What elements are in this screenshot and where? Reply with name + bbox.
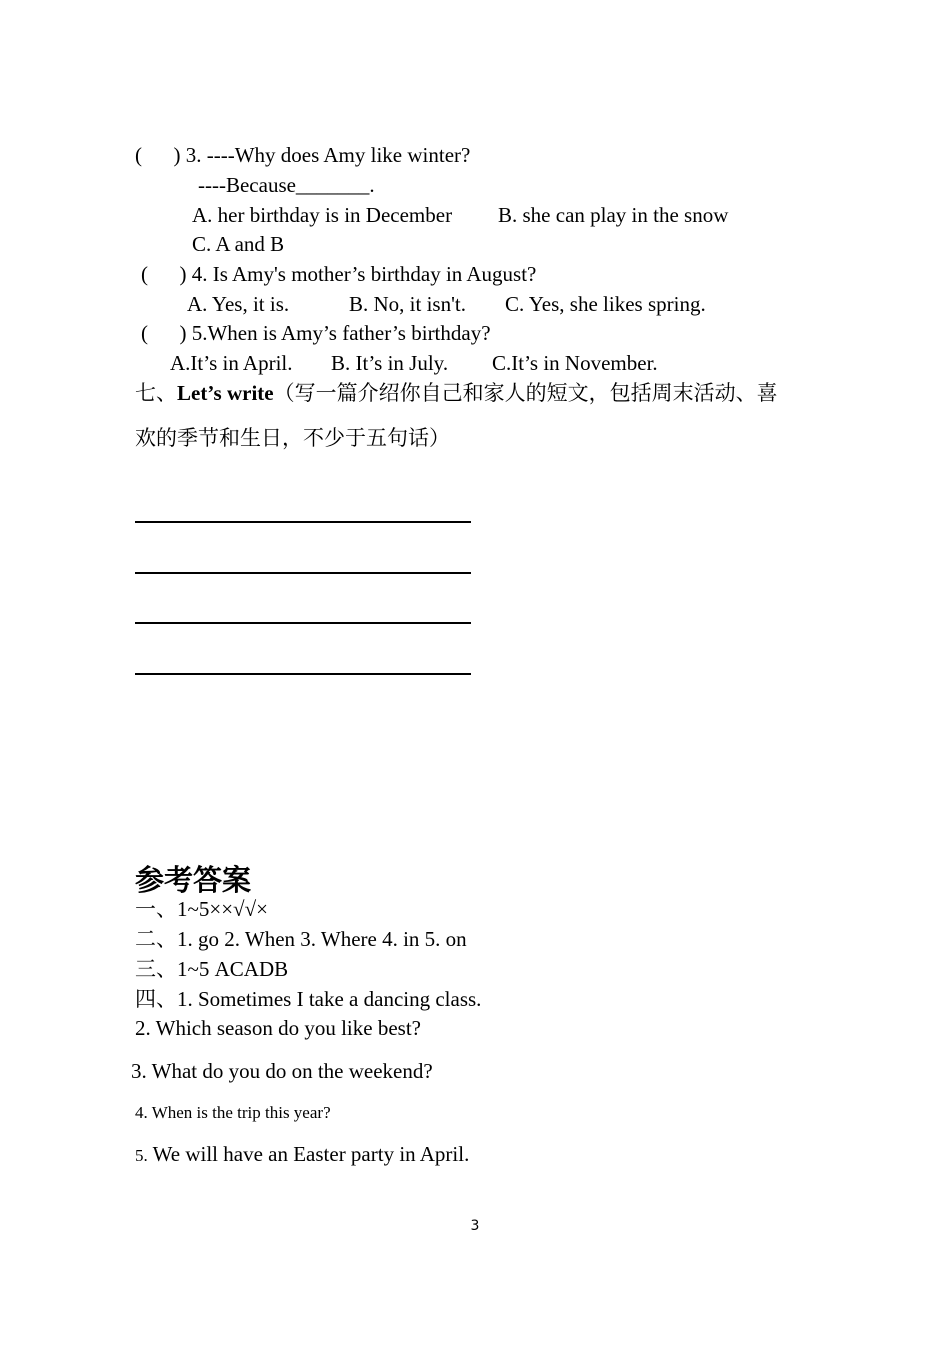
question-4-stem: ( ) 4. Is Amy's mother’s birthday in August? (141, 262, 537, 286)
answer-part-1-label: 一、 (135, 897, 177, 921)
answer-part-1 (135, 896, 268, 922)
question-5-stem: ( ) 5.When is Amy’s father’s birthday? (141, 321, 491, 345)
answer-part-4 (135, 986, 481, 1012)
writing-line-1[interactable] (135, 521, 471, 523)
answer-line-3: 3. What do you do on the weekend? (131, 1059, 433, 1083)
answer-part-3-text: 1~5 ACADB (177, 957, 289, 981)
answer-part-3-label: 三、 (135, 957, 177, 981)
answer-line-5-number: 5. (135, 1146, 148, 1165)
answer-part-4-text: 1. Sometimes I take a dancing class. (177, 987, 482, 1011)
question-4-option-a: A. Yes, it is. (187, 292, 290, 316)
question-3-option-c: C. A and B (192, 232, 285, 256)
question-5-option-a: A.It’s in April. (170, 351, 293, 375)
writing-line-4[interactable] (135, 673, 471, 675)
answer-line-2: 2. Which season do you like best? (135, 1016, 421, 1040)
question-3-blank-line: ----Because_______. (198, 173, 375, 197)
section-7-instruction-2: 欢的季节和生日，不少于五句话） (135, 426, 450, 450)
answer-line-5 (135, 1141, 469, 1169)
question-5-option-b: B. It’s in July. (331, 351, 449, 375)
answer-line-5-text: We will have an Easter party in April. (147, 1142, 470, 1166)
question-3-stem: ( ) 3. ----Why does Amy like winter? (135, 143, 471, 167)
question-4-option-b: B. No, it isn't. (349, 292, 466, 316)
section-7-heading (135, 380, 778, 406)
answer-part-4-label: 四、 (135, 987, 177, 1011)
answer-line-4: 4. When is the trip this year? (135, 1103, 331, 1122)
page-number: 3 (470, 1218, 480, 1234)
answer-part-2-text: 1. go 2. When 3. Where 4. in 5. on (177, 927, 467, 951)
section-7-instruction-1: （写一篇介绍你自己和家人的短文，包括周末活动、喜 (273, 381, 778, 405)
section-7-prefix: 七、 (135, 381, 177, 405)
writing-line-3[interactable] (135, 622, 471, 624)
answer-key-heading: 参考答案 (135, 863, 252, 897)
question-5-option-c: C.It’s in November. (492, 351, 658, 375)
question-3-option-a: A. her birthday is in December (192, 203, 453, 227)
answer-part-2-label: 二、 (135, 927, 177, 951)
writing-line-2[interactable] (135, 572, 471, 574)
answer-part-3 (135, 956, 288, 982)
answer-part-2 (135, 926, 467, 952)
section-7-title: Let’s write (177, 381, 274, 405)
question-3-option-b: B. she can play in the snow (498, 203, 729, 227)
question-4-option-c: C. Yes, she likes spring. (505, 292, 706, 316)
answer-part-1-text: 1~5××√√× (177, 897, 268, 921)
